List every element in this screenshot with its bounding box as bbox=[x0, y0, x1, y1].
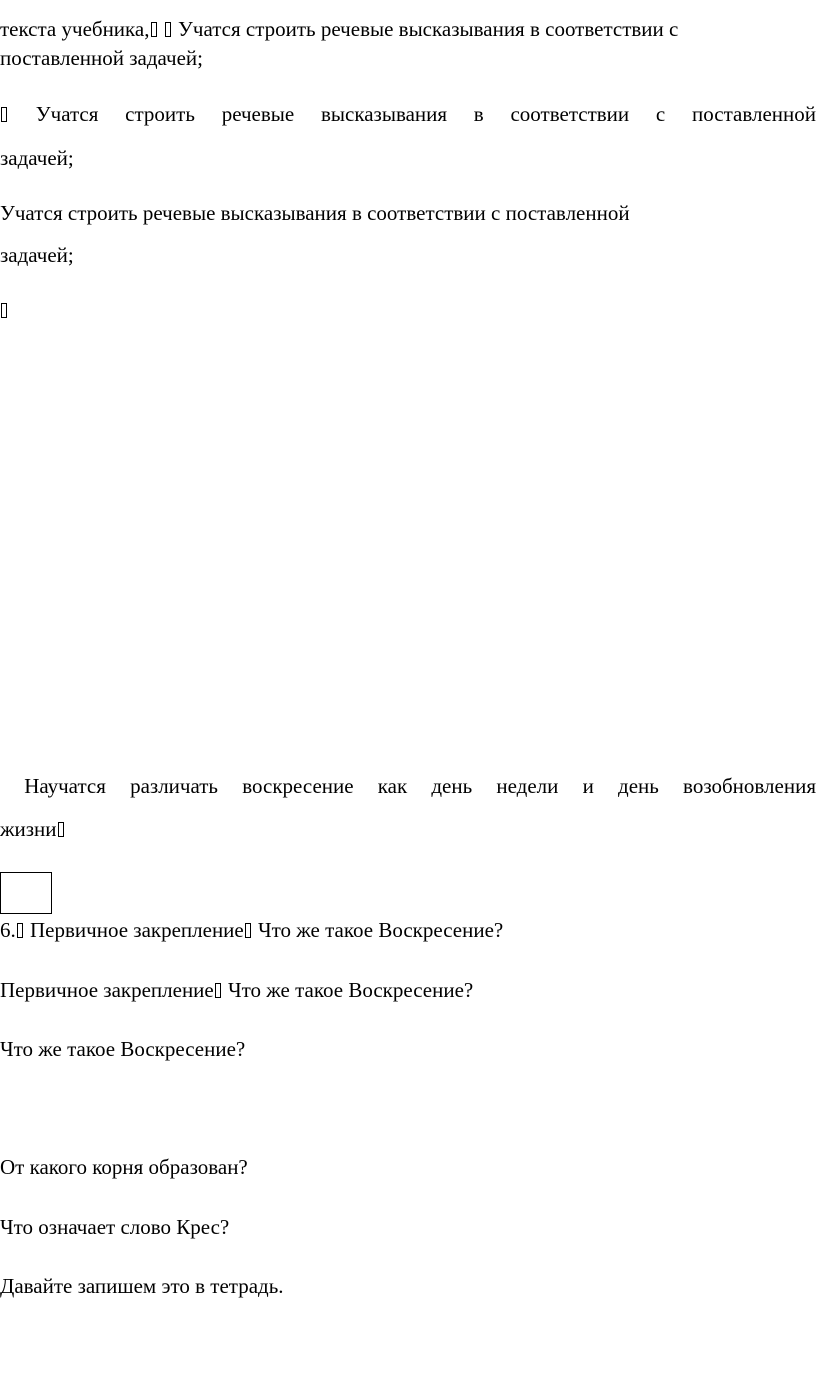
missing-glyph-icon bbox=[1, 107, 7, 122]
line-11-part-b: Что же такое Воскресение? bbox=[228, 978, 474, 1002]
line-13-text: От какого корня образован? bbox=[0, 1155, 248, 1179]
line-10-part-c: Что же такое Воскресение? bbox=[258, 918, 504, 942]
line-14-text: Что означает слово Крес? bbox=[0, 1215, 230, 1239]
missing-glyph-icon bbox=[58, 822, 64, 837]
line-9-text: жизни bbox=[0, 817, 57, 841]
line-1-part-b: Учатся строить речевые высказывания в соответствии с bbox=[178, 17, 679, 41]
text-line-15 bbox=[0, 1273, 284, 1299]
line-8-text: Научатся различать воскресение как день недели и день возобновления bbox=[24, 774, 816, 798]
line-4-text: задачей; bbox=[0, 146, 74, 170]
text-line-12 bbox=[0, 1036, 245, 1062]
missing-glyph-icon bbox=[1, 303, 7, 318]
text-line-9 bbox=[0, 816, 66, 842]
missing-glyph-icon bbox=[151, 22, 157, 37]
line-10-part-b: Первичное закрепление bbox=[30, 918, 244, 942]
text-line-10 bbox=[0, 917, 503, 943]
line-15-text: Давайте запишем это в тетрадь. bbox=[0, 1274, 284, 1298]
missing-glyph-icon bbox=[165, 22, 171, 37]
line-3-text: Учатся строить речевые высказывания в соответствии с поставленной bbox=[35, 102, 816, 126]
text-line-1 bbox=[0, 16, 678, 42]
text-line-6 bbox=[0, 242, 74, 268]
missing-glyph-icon bbox=[245, 923, 251, 938]
line-2-text: поставленной задачей; bbox=[0, 46, 203, 70]
line-1-part-a: текста учебника, bbox=[0, 17, 150, 41]
missing-glyph-icon bbox=[17, 923, 23, 938]
text-line-3 bbox=[0, 101, 816, 127]
text-line-7 bbox=[0, 297, 9, 323]
line-5-text: Учатся строить речевые высказывания в соответствии с поставленной bbox=[0, 201, 630, 225]
line-11-part-a: Первичное закрепление bbox=[0, 978, 214, 1002]
text-line-13 bbox=[0, 1154, 248, 1180]
text-line-4 bbox=[0, 145, 74, 171]
line-12-text: Что же такое Воскресение? bbox=[0, 1037, 246, 1061]
text-line-2 bbox=[0, 45, 203, 71]
text-line-5 bbox=[0, 200, 630, 226]
text-line-14 bbox=[0, 1214, 229, 1240]
line-10-number: 6. bbox=[0, 918, 16, 942]
text-line-8 bbox=[0, 773, 816, 799]
line-6-text: задачей; bbox=[0, 243, 74, 267]
text-line-11 bbox=[0, 977, 473, 1003]
empty-box bbox=[0, 872, 52, 914]
missing-glyph-icon bbox=[215, 983, 221, 998]
